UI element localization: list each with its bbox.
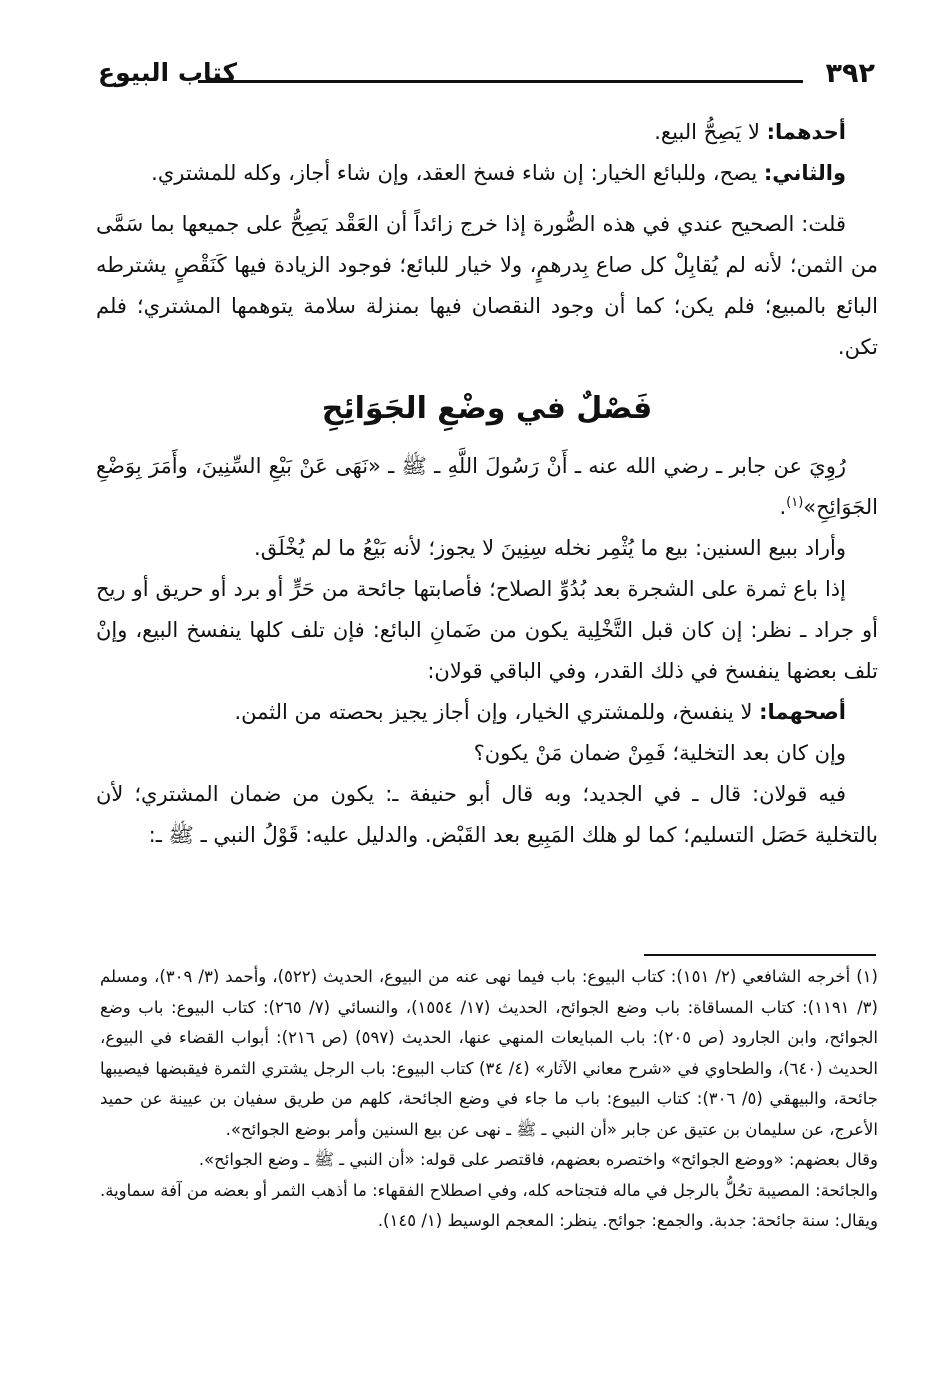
footnote-reference[interactable]: (١) bbox=[786, 495, 804, 510]
spacer bbox=[96, 194, 878, 204]
paragraph-text: لا ينفسخ، وللمشتري الخيار، وإن أجاز يجيز بحصته من الثمن. bbox=[234, 700, 760, 724]
footnote-1-continued: وقال بعضهم: «ووضع الجوائح» واختصره بعضهم، فاقتصر على قوله: «أن النبي ـ ﷺ ـ وضع الجوائح». bbox=[198, 1150, 878, 1169]
paragraph-lead: أحدهما: bbox=[766, 120, 846, 144]
footnote-1: (١) أخرجه الشافعي (٢/ ١٥١): كتاب البيوع: باب فيما نهى عنه من البيوع، الحديث (٥٢٢)، وأحمد (٣/ ٣٠٩)، ومسلم (٣/ ١١٩١): كتاب المساقاة: باب وضع الجوائح، الحديث (١٧/ ١٥٥٤)، والنسائي (٧/ ٢٦٥): كتاب البيوع: باب وضع الجوائح، وابن الجارود (ص ٢٠٥): باب المبايعات المنهي عنها، الحديث (٥٩٧) (ص ٢١٦): أبواب القضاء في البيوع، الحديث (٦٤٠)، والطحاوي في «شرح معاني الآثار» (٤/ ٣٤) كتاب البيوع: باب الرجل يشتري الثمرة فيقبضها فيصيبها جائحة، والبيهقي (٥/ ٣٠٦): كتاب البيوع: باب ما جاء في وضع الجائحة، كلهم من طريق سفيان بن عيينة عن حميد الأعرج، عن سليمان بن عتيق عن جابر «أن النبي ـ ﷺ ـ نهى عن بيع السنين وأمر بوضع الجوائح». bbox=[100, 967, 878, 1139]
paragraph-text: رُوِيَ عن جابر ـ رضي الله عنه ـ أَنْ رَسُولَ اللَّهِ ـ ﷺ ـ «نَهَى عَنْ بَيْعِ السِّنِينَ، وأَمَرَ بِوَضْعِ الجَوَائِحِ» bbox=[96, 454, 878, 519]
paragraph-hadith bbox=[96, 446, 878, 528]
paragraph-lead: والثاني: bbox=[763, 161, 846, 185]
main-text bbox=[96, 112, 878, 856]
section-title: فَصْلٌ في وضْعِ الجَوَائِحِ bbox=[321, 391, 653, 426]
paragraph-text-end: . bbox=[779, 495, 787, 519]
paragraph-author-opinion: قلت: الصحيح عندي في هذه الصُّورة إذا خرج زائداً أن العَقْد يَصِحُّ على جميعها بما سَمَّى من الثمن؛ لأنه لم يُقابِلْ كل صاع بِدرهمٍ، ولا خيار للبائع؛ فوجود الزيادة فيها كَنَقْصٍ يشترطه البائع بالمبيع؛ فلم يكن؛ كما أن وجود النقصان فيها بمنزلة سلامة يتوهمها المشتري؛ فلم تكن. bbox=[96, 212, 878, 359]
paragraph-two-opinions: فيه قولان: قال ـ في الجديد؛ وبه قال أبو حنيفة ـ: يكون من ضمان المشتري؛ لأن بالتخلية حَصَل التسليم؛ كما لو هلك المَبِيع بعد القَبْض. والدليل عليه: قَوْلُ النبي ـ ﷺ ـ: bbox=[96, 782, 878, 847]
paragraph-text: لا يَصِحُّ البيع. bbox=[654, 120, 767, 144]
paragraph-text: يصح، وللبائع الخيار: إن شاء فسخ العقد، وإن شاء أجاز، وكله للمشتري. bbox=[151, 161, 764, 185]
paragraph-question: وإن كان بعد التخلية؛ فَمِنْ ضمان مَنْ يكون؟ bbox=[473, 741, 846, 765]
paragraph-first-opinion bbox=[96, 112, 878, 153]
paragraph-second-opinion bbox=[96, 153, 878, 194]
page-header bbox=[98, 58, 875, 98]
paragraph-lead: أصحهما: bbox=[759, 700, 846, 724]
footnote-1-definition: والجائحة: المصيبة تحُلُّ بالرجل في ماله فتجتاحه كله، وفي اصطلاح الفقهاء: ما أذهب الثمر أو بعضه من آفة سماوية. ويقال: سنة جائحة: جدبة. والجمع: جوائح. ينظر: المعجم الوسيط (١/ ١٤٥). bbox=[100, 1180, 878, 1230]
page-number: ٣٩٢ bbox=[825, 58, 875, 89]
header-rule bbox=[198, 80, 803, 83]
footnotes bbox=[100, 962, 878, 1237]
footnote-rule bbox=[644, 954, 876, 956]
running-title: كتاب البيوع bbox=[98, 58, 238, 87]
paragraph-sounder-opinion bbox=[96, 692, 878, 733]
paragraph-calamity: إذا باع ثمرة على الشجرة بعد بُدُوِّ الصلاح؛ فأصابتها جائحة من حَرٍّ أو برد أو حريق أو ريح أو جراد ـ نظر: إن كان قبل التَّخْلِية يكون من ضَمانِ البائع: فإن تلف كلها ينفسخ البيع، وإنْ تلف بعضها ينفسخ في ذلك القدر، وفي الباقي قولان: bbox=[96, 577, 878, 683]
paragraph-years-sale: وأراد ببيع السنين: بيع ما يُثْمِر نخله سِنِينَ لا يجوز؛ لأنه بَيْعُ ما لم يُخْلَق. bbox=[254, 536, 846, 560]
